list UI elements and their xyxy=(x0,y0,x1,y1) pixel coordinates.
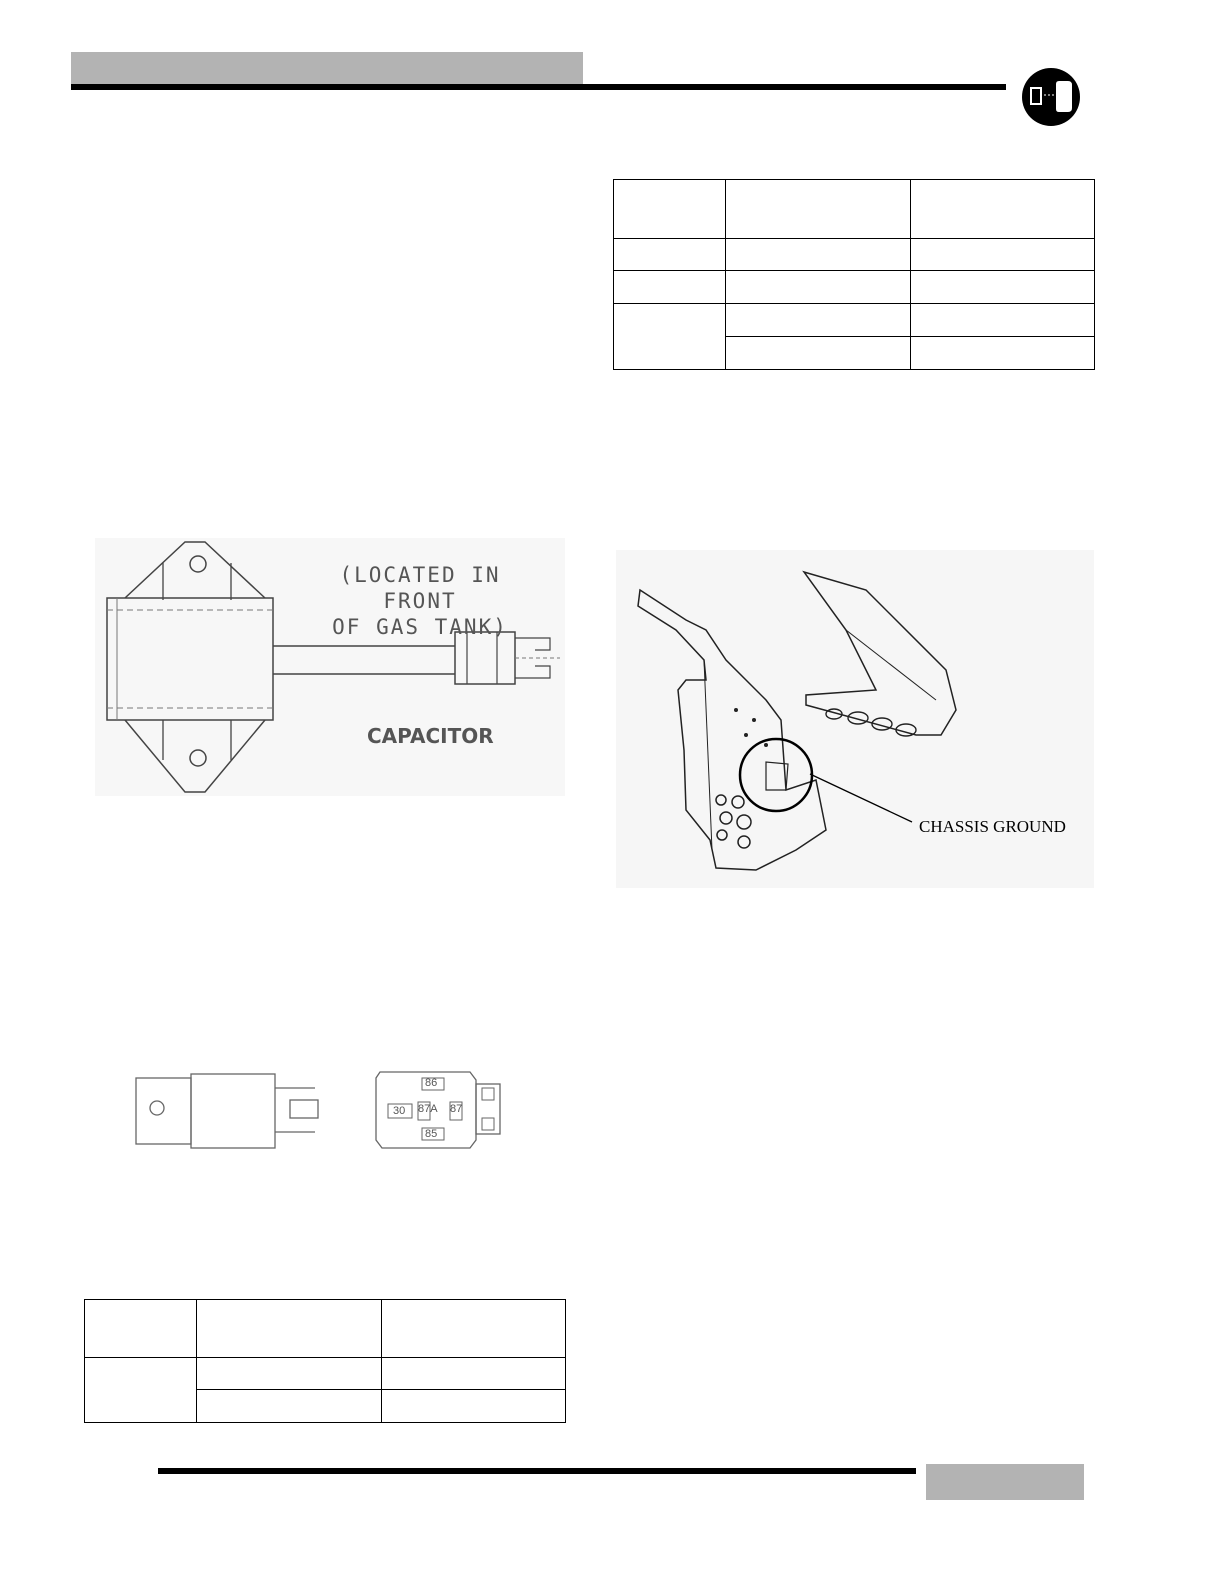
relay-figure xyxy=(130,1060,510,1160)
table-cell xyxy=(726,271,911,304)
page-number-box xyxy=(926,1464,1084,1500)
table-cell xyxy=(911,180,1095,239)
chassis-ground-label: CHASSIS GROUND xyxy=(919,817,1066,836)
relay-terminal-85: 85 xyxy=(425,1128,438,1140)
table-cell xyxy=(911,304,1095,337)
table-cell xyxy=(911,337,1095,370)
table-cell xyxy=(197,1390,382,1423)
relay-terminal-87: 87 xyxy=(450,1103,463,1115)
table-cell xyxy=(911,271,1095,304)
table-cell xyxy=(614,180,726,239)
table-cell xyxy=(911,239,1095,271)
relay-terminal-87a: 87A xyxy=(418,1103,438,1115)
spec-table-top xyxy=(613,179,1095,370)
capacitor-label: CAPACITOR xyxy=(367,724,494,748)
chapter-icon xyxy=(1022,68,1080,126)
table-cell xyxy=(382,1300,566,1358)
table-cell xyxy=(197,1358,382,1390)
table-cell xyxy=(726,304,911,337)
table-cell xyxy=(726,239,911,271)
table-cell xyxy=(726,180,911,239)
table-cell xyxy=(614,304,726,370)
capacitor-figure xyxy=(95,538,565,796)
header-rule xyxy=(71,84,1006,90)
spec-table-bottom xyxy=(84,1299,566,1423)
capacitor-location-line2: OF GAS TANK) xyxy=(332,615,508,639)
relay-terminal-86: 86 xyxy=(425,1077,438,1089)
table-cell xyxy=(382,1358,566,1390)
capacitor-location-line1: (LOCATED IN FRONT xyxy=(339,563,501,613)
table-cell xyxy=(85,1300,197,1358)
footer-rule xyxy=(158,1468,916,1474)
table-cell xyxy=(382,1390,566,1423)
table-cell xyxy=(614,271,726,304)
header-bar xyxy=(71,52,583,84)
table-cell xyxy=(614,239,726,271)
table-cell xyxy=(197,1300,382,1358)
table-cell xyxy=(726,337,911,370)
table-cell xyxy=(85,1358,197,1423)
chassis-ground-figure xyxy=(616,550,1094,888)
relay-terminal-30: 30 xyxy=(393,1105,406,1117)
